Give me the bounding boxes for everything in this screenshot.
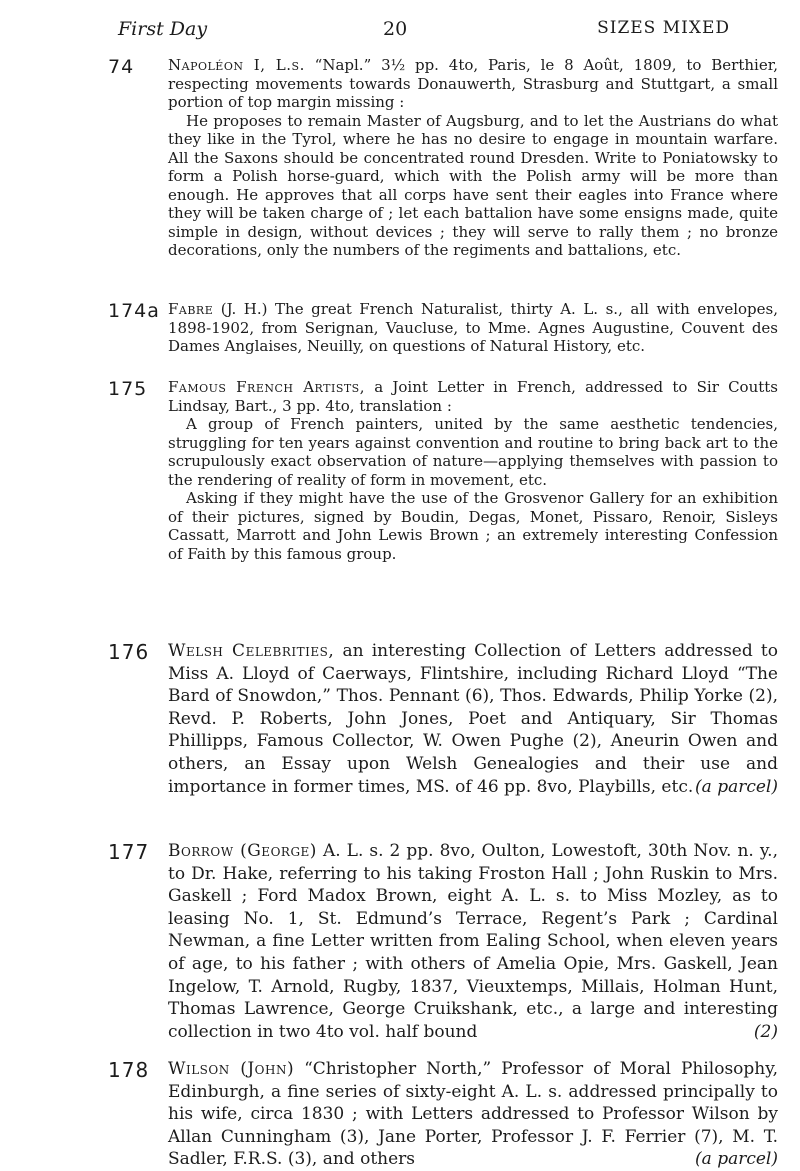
lot-number: 174a xyxy=(108,300,160,322)
lot-paragraph: (J. H.) The great French Naturalist, thirty A. L. s., all with envelopes, 1898-1902, from Serignan, Vaucluse, to Mme. Agnes Augustine, Couvent des Dames Anglaises, Neuilly, on questions of Natural History, etc. xyxy=(168,300,778,355)
lot-number: 74 xyxy=(108,56,135,78)
lot-paragraph: A group of French painters, united by the same aesthetic tendencies, struggling for ten years against convention and routine to bring back art to the scrupulously exact observation of nature—applying themselves with passion to the rendering of reality of form in movement, etc. xyxy=(168,415,778,489)
lot-description xyxy=(168,300,778,356)
lot-description xyxy=(168,378,778,563)
lot-title: Wilson (John) xyxy=(168,1059,295,1079)
lot-description xyxy=(168,840,778,1043)
lot-title: Famous French Artists, xyxy=(168,378,365,396)
lot-number: 177 xyxy=(108,840,150,864)
lot-note: (2) xyxy=(753,1021,778,1042)
lot-note: (a parcel) xyxy=(695,1149,778,1170)
lot-paragraph: a Joint Letter in French, addressed to Sir Coutts Lindsay, Bart., 3 pp. 4to, translation : xyxy=(168,378,778,415)
lot-number: 176 xyxy=(108,640,150,664)
lot-title: Fabre xyxy=(168,300,214,318)
lot-number: 178 xyxy=(108,1058,150,1082)
page-header xyxy=(118,18,730,46)
lot-paragraph: He proposes to remain Master of Augsburg, and to let the Austrians do what they like in the Tyrol, where he has no desire to engage in mountain warfare. All the Saxons should be concentrated round Dresden. Write to Poniatowsky to form a Polish horse-guard, which with the Polish army will be more than enough. He approves that all corps have sent their eagles into France where they will be taken charge of ; let each battalion have some ensigns made, quite simple in design, without devices ; they will serve to rally them ; no bronze decorations, only the numbers of the regiments and battalions, etc. xyxy=(168,111,778,259)
lot-description xyxy=(168,1058,778,1171)
lot-title: Napoléon I, L.s. xyxy=(168,56,305,74)
lot-number: 175 xyxy=(108,378,148,400)
lot-title: Welsh Celebrities, xyxy=(168,641,335,661)
lot-paragraph: Asking if they might have the use of the Grosvenor Gallery for an exhibition of their pictures, signed by Boudin, Degas, Monet, Pissaro, Renoir, Sisleys Cassatt, Marrott and John Lewis Brown ; an extremely interesting Confession of Faith by this famous group. xyxy=(168,489,778,563)
lot-description xyxy=(168,640,778,798)
lot-note: (a parcel) xyxy=(695,776,778,797)
day-label: First Day xyxy=(118,18,208,40)
lot-paragraph: an interesting Collection of Letters addressed to Miss A. Lloyd of Caerways, Flintshire, including Richard Lloyd “The Bard of Snowdon,” Thos. Pennant (6), Thos. Edwards, Philip Yorke (2), Revd. P. Roberts, John Jones, Poet and Antiquary, Sir Thomas Phillipps, Famous Collector, W. Owen Pughe (2), Aneurin Owen and others, an Essay upon Welsh Genealogies and their use and importance in former times, MS. of 46 pp. 8vo, Playbills, etc. xyxy=(168,641,778,797)
page-number: 20 xyxy=(383,18,408,40)
lot-paragraph: “Napl.” 3½ pp. 4to, Paris, le 8 Août, 1809, to Berthier, respecting movements towards Donauwerth, Strasburg and Stuttgart, a small portion of top margin missing : xyxy=(168,56,778,111)
lot-paragraph: A. L. s. 2 pp. 8vo, Oulton, Lowestoft, 30th Nov. n. y., to Dr. Hake, referring to his taking Froston Hall ; John Ruskin to Mrs. Gaskell ; Ford Madox Brown, eight A. L. s. to Miss Mozley, as to leasing No. 1, St. Edmund’s Terrace, Regent’s Park ; Cardinal Newman, a fine Letter written from Ealing School, when eleven years of age, to his father ; with others of Amelia Opie, Mrs. Gaskell, Jean Ingelow, T. Arnold, Rugby, 1837, Vieuxtemps, Millais, Holman Hunt, Thomas Lawrence, George Cruikshank, etc., a large and interesting collection in two 4to vol. half bound xyxy=(168,841,778,1042)
lot-title: Borrow (George) xyxy=(168,841,317,861)
lot-description xyxy=(168,56,778,260)
section-label: SIZES MIXED xyxy=(597,18,730,38)
lot-paragraph: “Christopher North,” Professor of Moral Philosophy, Edinburgh, a fine series of sixty-eight A. L. s. addressed principally to his wife, circa 1830 ; with Letters addressed to Professor Wilson by Allan Cunningham (3), Jane Porter, Professor J. F. Ferrier (7), M. T. Sadler, F.R.S. (3), and others xyxy=(168,1059,778,1170)
